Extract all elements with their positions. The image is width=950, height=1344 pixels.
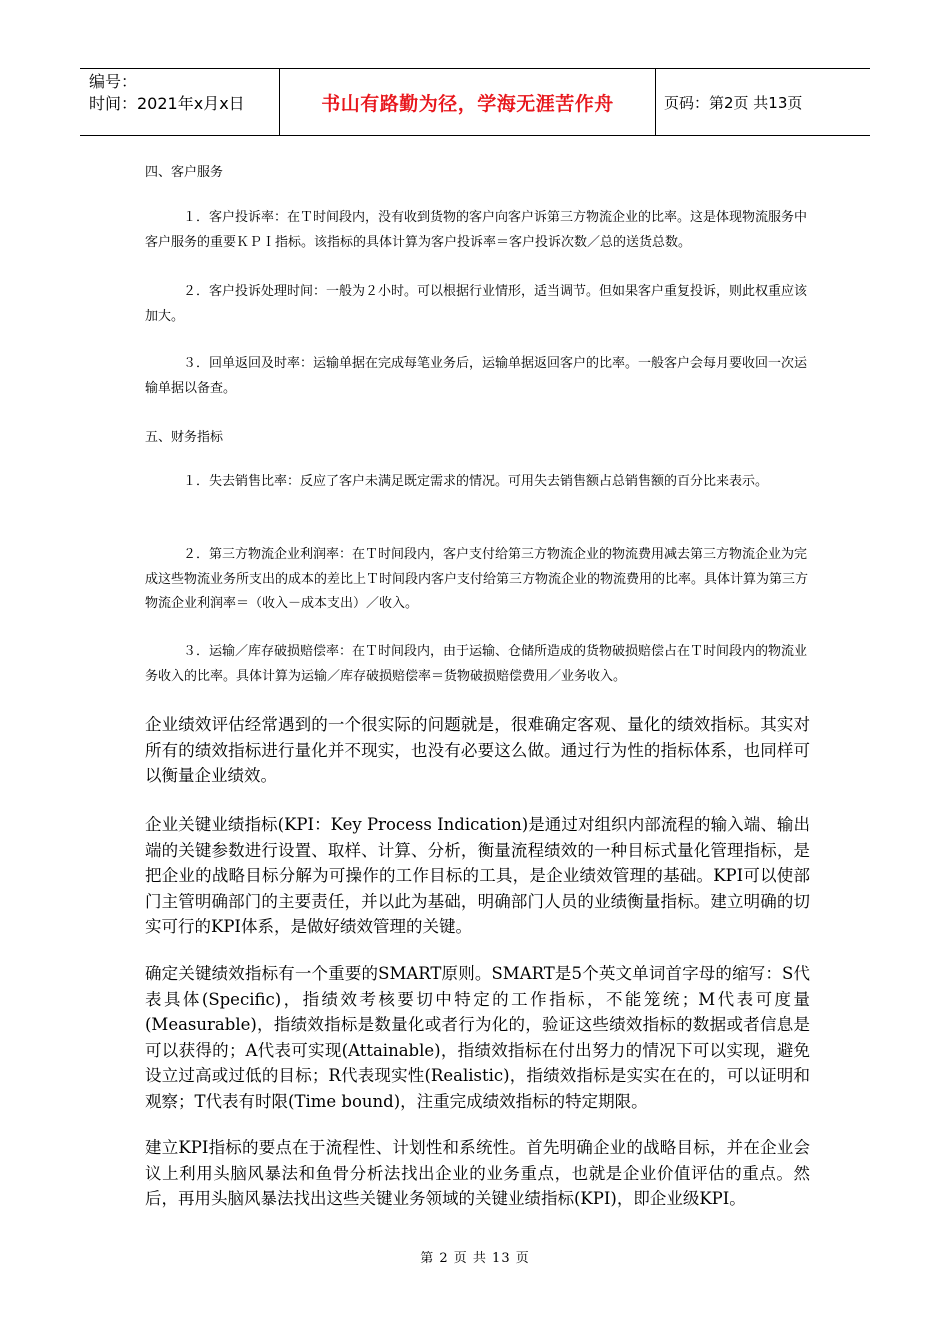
paragraph: ３．回单返回及时率：运输单据在完成每笔业务后，运输单据返回客户的比率。一般客户会每月要收回一次运输单据以备查。 (145, 356, 808, 396)
code-label: 编号： (89, 72, 138, 91)
page-footer (0, 1247, 950, 1266)
page-label: 页码：第2页 共13页 (664, 93, 803, 112)
paragraph: １．客户投诉率：在Ｔ时间段内，没有收到货物的客户向客户诉第三方物流企业的比率。这是体现物流服务中客户服务的重要ＫＰＩ指标。该指标的具体计算为客户投诉率＝客户投诉次数／总的送货总数。 (145, 210, 808, 250)
paragraph: １．失去销售比率：反应了客户未满足既定需求的情况。可用失去销售额占总销售额的百分比来表示。 (183, 474, 769, 489)
section-heading-financial: 五、财务指标 (145, 430, 224, 445)
section-heading-customer-service: 四、客户服务 (145, 165, 224, 180)
paragraph: 建立KPI指标的要点在于流程性、计划性和系统性。首先明确企业的战略目标，并在企业会议上利用头脑风暴法和鱼骨分析法找出企业的业务重点，也就是企业价值评估的重点。然后，再用头脑风暴法找出这些关键业务领域的关键业绩指标(KPI)，即企业级KPI。 (145, 1138, 810, 1208)
date-label: 时间：2021年x月x日 (89, 94, 245, 113)
motto: 书山有路勤为径，学海无涯苦作舟 (280, 69, 656, 135)
paragraph: ２．第三方物流企业利润率：在Ｔ时间段内，客户支付给第三方物流企业的物流费用减去第三方物流企业为完成这些物流业务所支出的成本的差比上Ｔ时间段内客户支付给第三方物流企业的物流费用的比率。具体计算为第三方物流企业利润率＝（收入－成本支出）／收入。 (145, 547, 809, 611)
paragraph: ３．运输／库存破损赔偿率：在Ｔ时间段内，由于运输、仓储所造成的货物破损赔偿占在Ｔ时间段内的物流业务收入的比率。具体计算为运输／库存破损赔偿率＝货物破损赔偿费用／业务收入。 (145, 644, 808, 684)
paragraph: 企业绩效评估经常遇到的一个很实际的问题就是，很难确定客观、量化的绩效指标。其实对所有的绩效指标进行量化并不现实，也没有必要这么做。通过行为性的指标体系，也同样可以衡量企业绩效。 (145, 715, 810, 785)
header-meta (80, 69, 280, 135)
document-header (80, 68, 870, 136)
paragraph: 企业关键业绩指标(KPI：Key Process Indication)是通过对组织内部流程的输入端、输出端的关键参数进行设置、取样、计算、分析，衡量流程绩效的一种目标式量化管理指标，是把企业的战略目标分解为可操作的工作目标的工具，是企业绩效管理的基础。KPI可以使部门主管明确部门的主要责任，并以此为基础，明确部门人员的业绩衡量指标。建立明确的切实可行的KPI体系，是做好绩效管理的关键。 (145, 815, 810, 936)
paragraph: 确定关键绩效指标有一个重要的SMART原则。SMART是5个英文单词首字母的缩写：S代表具体(Specific)，指绩效考核要切中特定的工作指标，不能笼统；M代表可度量(Measurable)，指绩效指标是数量化或者行为化的，验证这些绩效指标的数据或者信息是可以获得的；A代表可实现(Attainable)，指绩效指标在付出努力的情况下可以实现，避免设立过高或过低的目标；R代表现实性(Realistic)，指绩效指标是实实在在的，可以证明和观察；T代表有时限(Time bound)，注重完成绩效指标的特定期限。 (145, 964, 810, 1111)
paragraph: ２．客户投诉处理时间：一般为２小时。可以根据行业情形，适当调节。但如果客户重复投诉，则此权重应该加大。 (145, 284, 808, 324)
footer-page-number: 第 2 页 共 13 页 (420, 1251, 530, 1266)
